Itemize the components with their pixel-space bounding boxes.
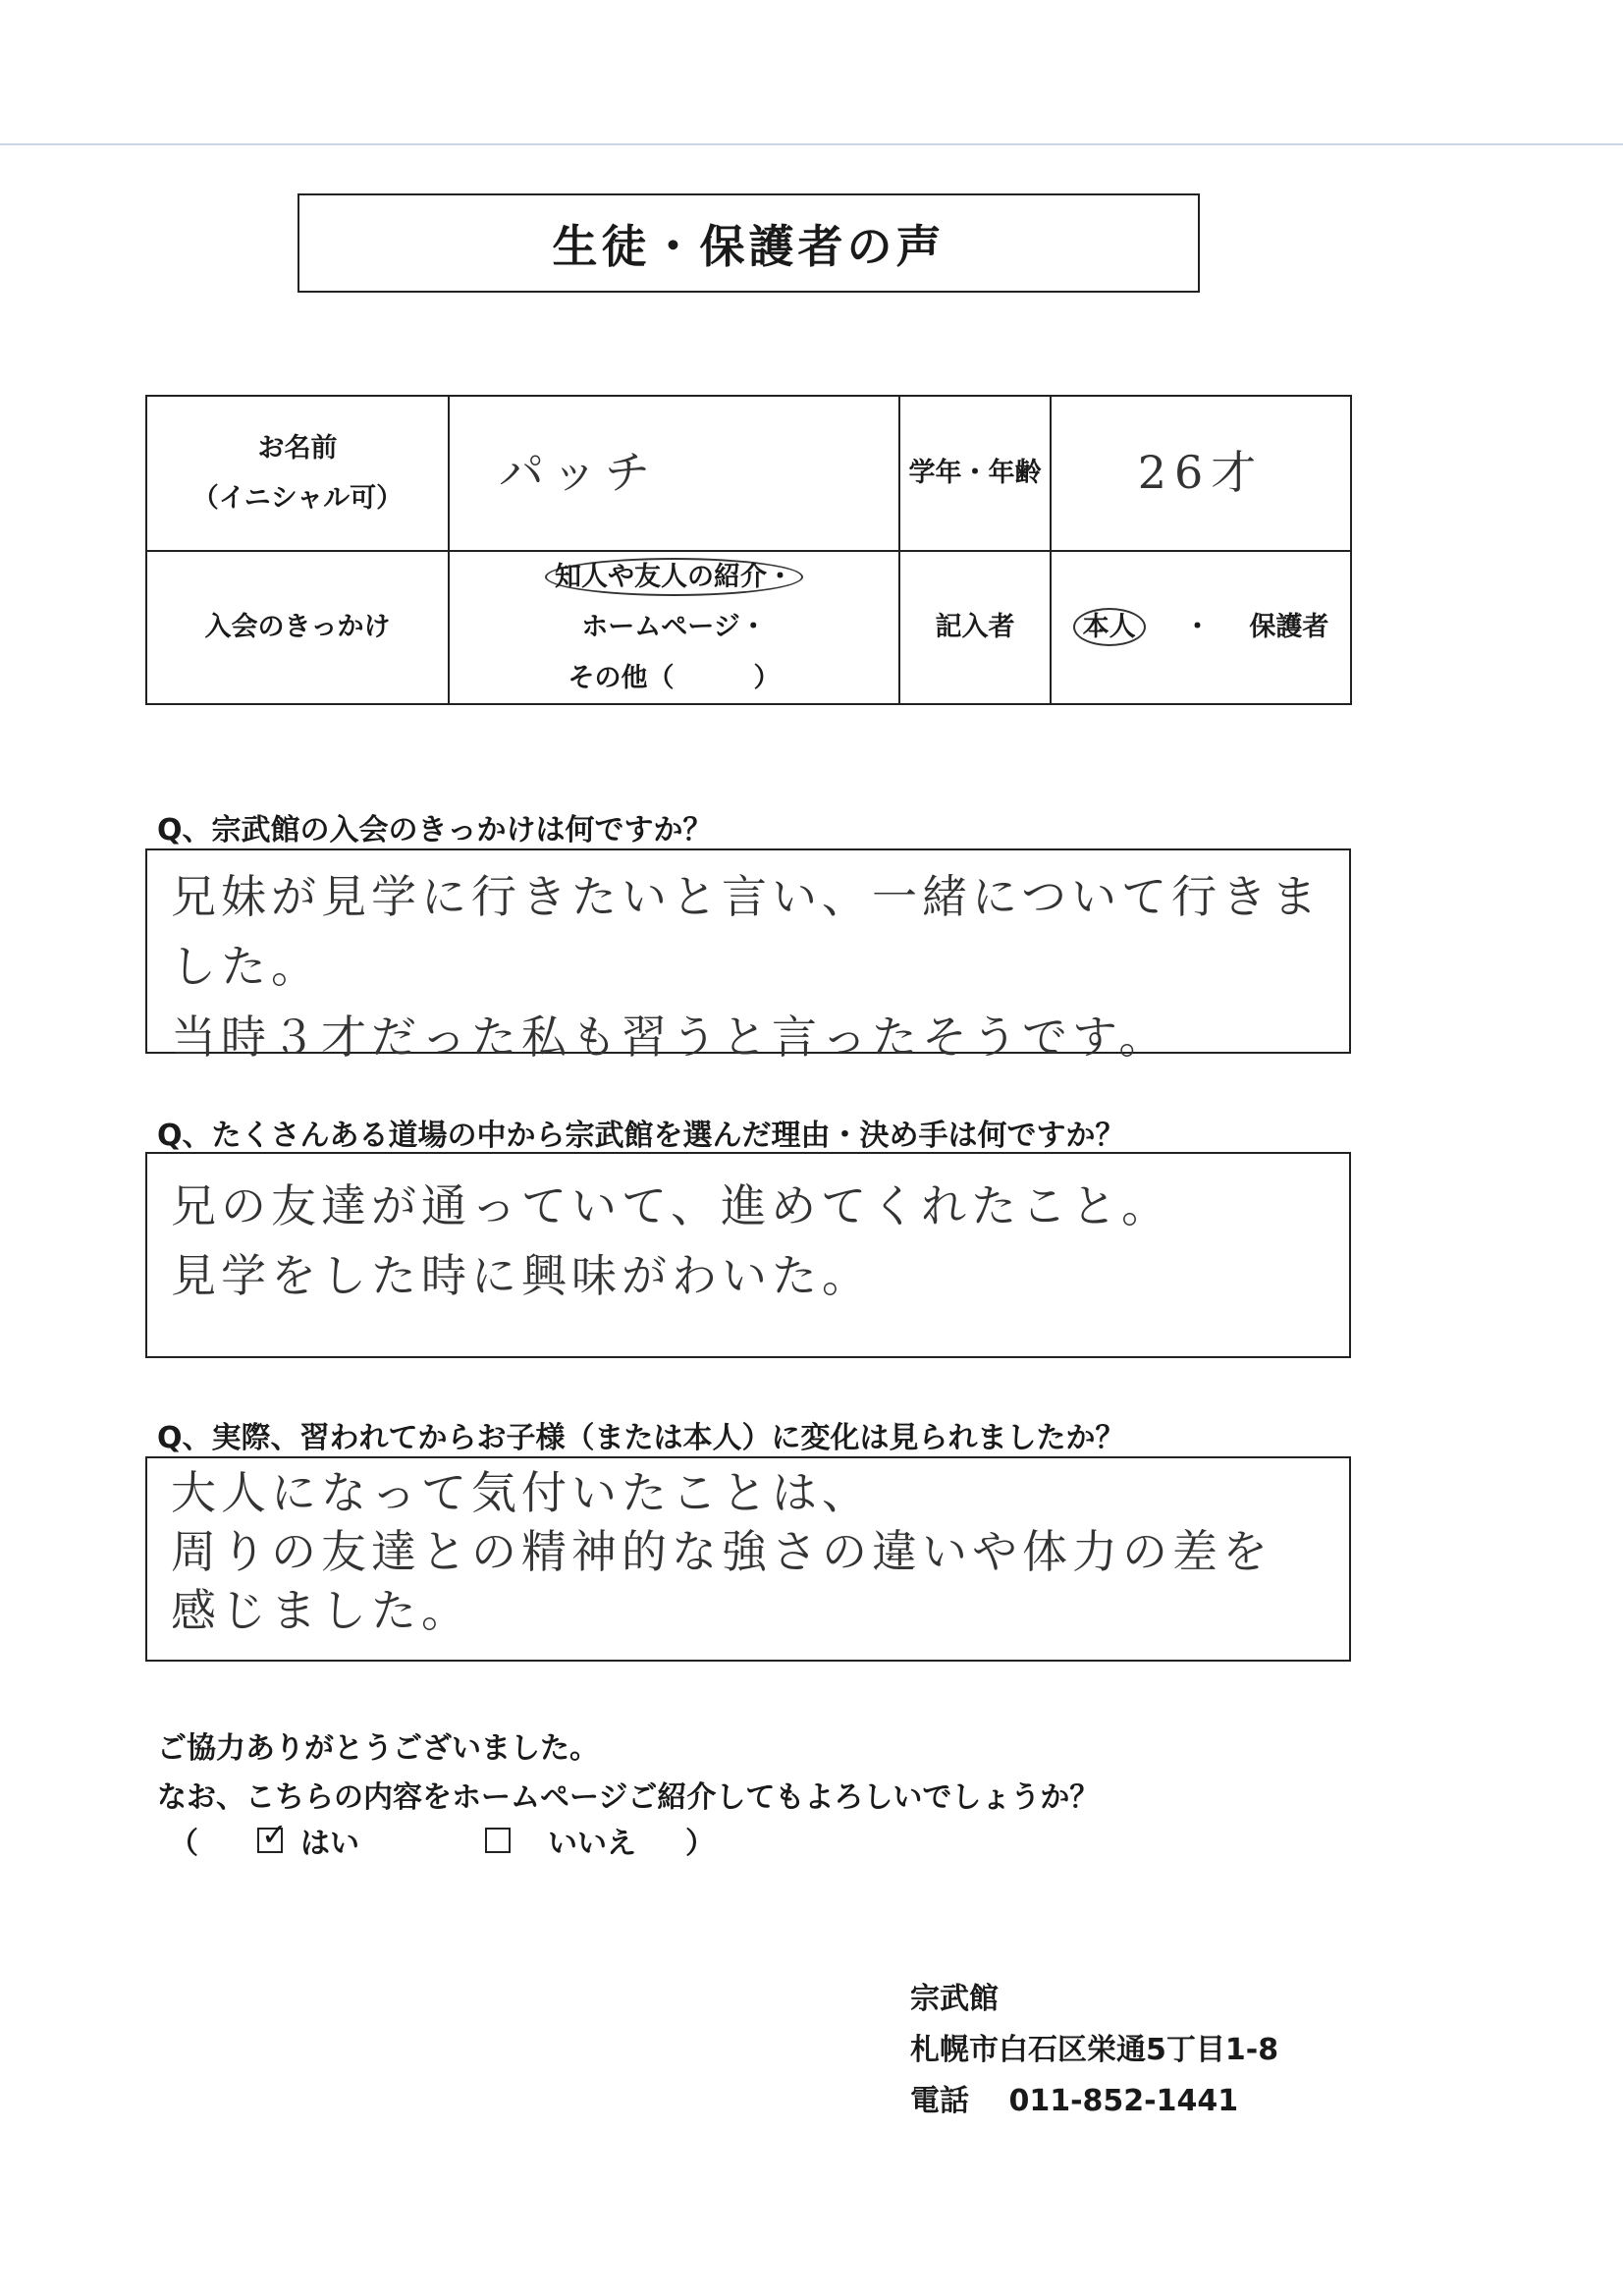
top-rule	[0, 143, 1623, 145]
writer-separator: ・	[1184, 612, 1211, 643]
grade-value-cell	[1051, 396, 1351, 551]
no-label: いいえ	[548, 1827, 636, 1861]
name-label-note: （イニシャル可）	[191, 483, 404, 514]
answer-1: 兄妹が見学に行きたいと言い、一緒について行きました。 当時３才だった私も習うと言ったそうです。	[145, 848, 1351, 1054]
page-title: 生徒・保護者の声	[298, 193, 1200, 293]
question-2: Q、たくさんある道場の中から宗武館を選んだ理由・決め手は何ですか？	[157, 1119, 1125, 1153]
answer-2: 兄の友達が通っていて、進めてくれたこと。 見学をした時に興味がわいた。	[145, 1152, 1351, 1358]
thanks-text: ご協力ありがとうございました。	[157, 1731, 599, 1766]
consent-open-paren: （	[169, 1827, 198, 1861]
question-3: Q、実際、習われてからお子様（または本人）に変化は見られましたか？	[157, 1421, 1125, 1455]
grade-label: 学年・年齢	[899, 396, 1051, 551]
question-1: Q、宗武館の入会のきっかけは何ですか？	[157, 813, 713, 847]
yes-checkbox[interactable]	[257, 1816, 288, 1853]
footer-phone-label: 電話	[910, 2084, 969, 2118]
reason-option-homepage: ホームページ・	[581, 612, 767, 643]
name-value-cell	[449, 396, 899, 551]
footer-phone-row	[910, 2076, 1238, 2119]
footer-org: 宗武館	[910, 1982, 999, 2016]
name-label-cell	[146, 396, 449, 551]
no-checkbox[interactable]	[485, 1828, 511, 1853]
writer-option-self: 本人	[1073, 608, 1146, 646]
footer-phone: 011-852-1441	[1008, 2084, 1239, 2118]
consent-question: なお、こちらの内容をホームページご紹介してもよろしいでしょうか？	[157, 1780, 1100, 1815]
reason-option-other: その他（ ）	[568, 662, 781, 693]
reason-option-referral: 知人や友人の紹介・	[545, 558, 803, 596]
reason-label: 入会のきっかけ	[146, 551, 449, 704]
grade-value: 26才	[1137, 446, 1265, 500]
consent-options	[169, 1816, 715, 1862]
writer-options-cell	[1051, 551, 1351, 704]
answer-3: 大人になって気付いたことは、 周りの友達との精神的な強さの違いや体力の差を 感じました。	[145, 1456, 1351, 1662]
writer-option-guardian: 保護者	[1249, 612, 1329, 643]
consent-close-paren: ）	[685, 1827, 715, 1861]
reason-options-cell	[449, 551, 899, 704]
writer-label: 記入者	[899, 551, 1051, 704]
check-mark-icon: ✓	[261, 1816, 288, 1853]
info-table	[145, 395, 1352, 705]
name-label: お名前	[257, 432, 338, 464]
name-value: パッチ	[499, 446, 658, 500]
footer-address: 札幌市白石区栄通5丁目1-8	[910, 2033, 1279, 2067]
yes-label: はい	[300, 1827, 359, 1861]
